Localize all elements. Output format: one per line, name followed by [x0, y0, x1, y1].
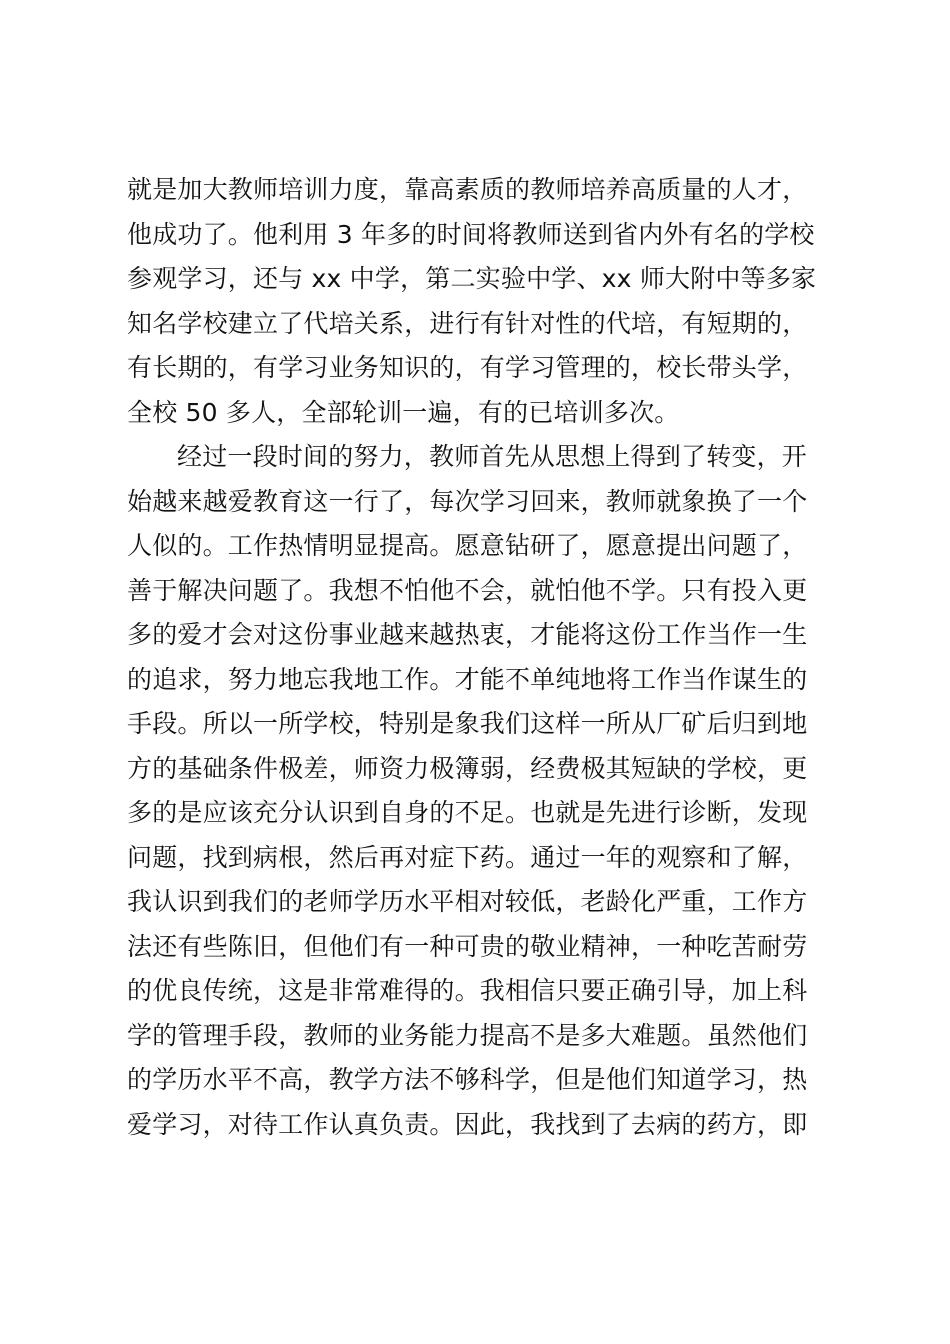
text-line: 知名学校建立了代培关系，进行有针对性的代培，有短期的，	[127, 308, 808, 338]
text-line: 有长期的，有学习业务知识的，有学习管理的，校长带头学，	[127, 353, 808, 382]
paragraph-2	[127, 435, 837, 1147]
text-line: 的追求，努力地忘我地工作。才能不单纯地将工作当作谋生的	[127, 664, 808, 694]
text-line: 就是加大教师培训力度，靠高素质的教师培养高质量的人才，	[127, 175, 808, 204]
paragraph-1	[127, 168, 837, 435]
text-line: 法还有些陈旧，但他们有一种可贵的敬业精神，一种吃苦耐劳	[127, 931, 808, 961]
text-line: 善于解决问题了。我想不怕他不会，就怕他不学。只有投入更	[127, 575, 808, 605]
text-line: 的优良传统，这是非常难得的。我相信只要正确引导，加上科	[127, 976, 808, 1005]
text-line: 多的是应该充分认识到自身的不足。也就是先进行诊断，发现	[127, 798, 808, 827]
text-line: 经过一段时间的努力，教师首先从思想上得到了转变，开	[177, 442, 808, 471]
text-line: 问题，找到病根，然后再对症下药。通过一年的观察和了解，	[127, 842, 808, 872]
text-line: 学的管理手段，教师的业务能力提高不是多大难题。虽然他们	[127, 1020, 808, 1050]
text-line: 我认识到我们的老师学历水平相对较低，老龄化严重，工作方	[127, 887, 808, 916]
text-line: 人似的。工作热情明显提高。愿意钻研了，愿意提出问题了，	[127, 531, 808, 560]
text-line: 的学历水平不高，教学方法不够科学，但是他们知道学习，热	[127, 1065, 808, 1094]
text-line: 手段。所以一所学校，特别是象我们这样一所从厂矿后归到地	[127, 709, 808, 738]
text-line: 多的爱才会对这份事业越来越热衷，才能将这份工作当作一生	[127, 620, 808, 649]
body-text	[127, 168, 837, 1147]
text-line: 参观学习，还与 xx 中学，第二实验中学、xx 师大附中等多家	[127, 264, 817, 293]
text-line: 方的基础条件极差，师资力极簿弱，经费极其短缺的学校，更	[127, 753, 808, 783]
text-line: 全校 50 多人，全部轮训一遍，有的已培训多次。	[127, 397, 680, 427]
text-line: 爱学习，对待工作认真负责。因此，我找到了去病的药方，即	[127, 1109, 808, 1139]
text-line: 始越来越爱教育这一行了，每次学习回来，教师就象换了一个	[127, 486, 808, 516]
text-line: 他成功了。他利用 3 年多的时间将教师送到省内外有名的学校	[127, 219, 815, 249]
